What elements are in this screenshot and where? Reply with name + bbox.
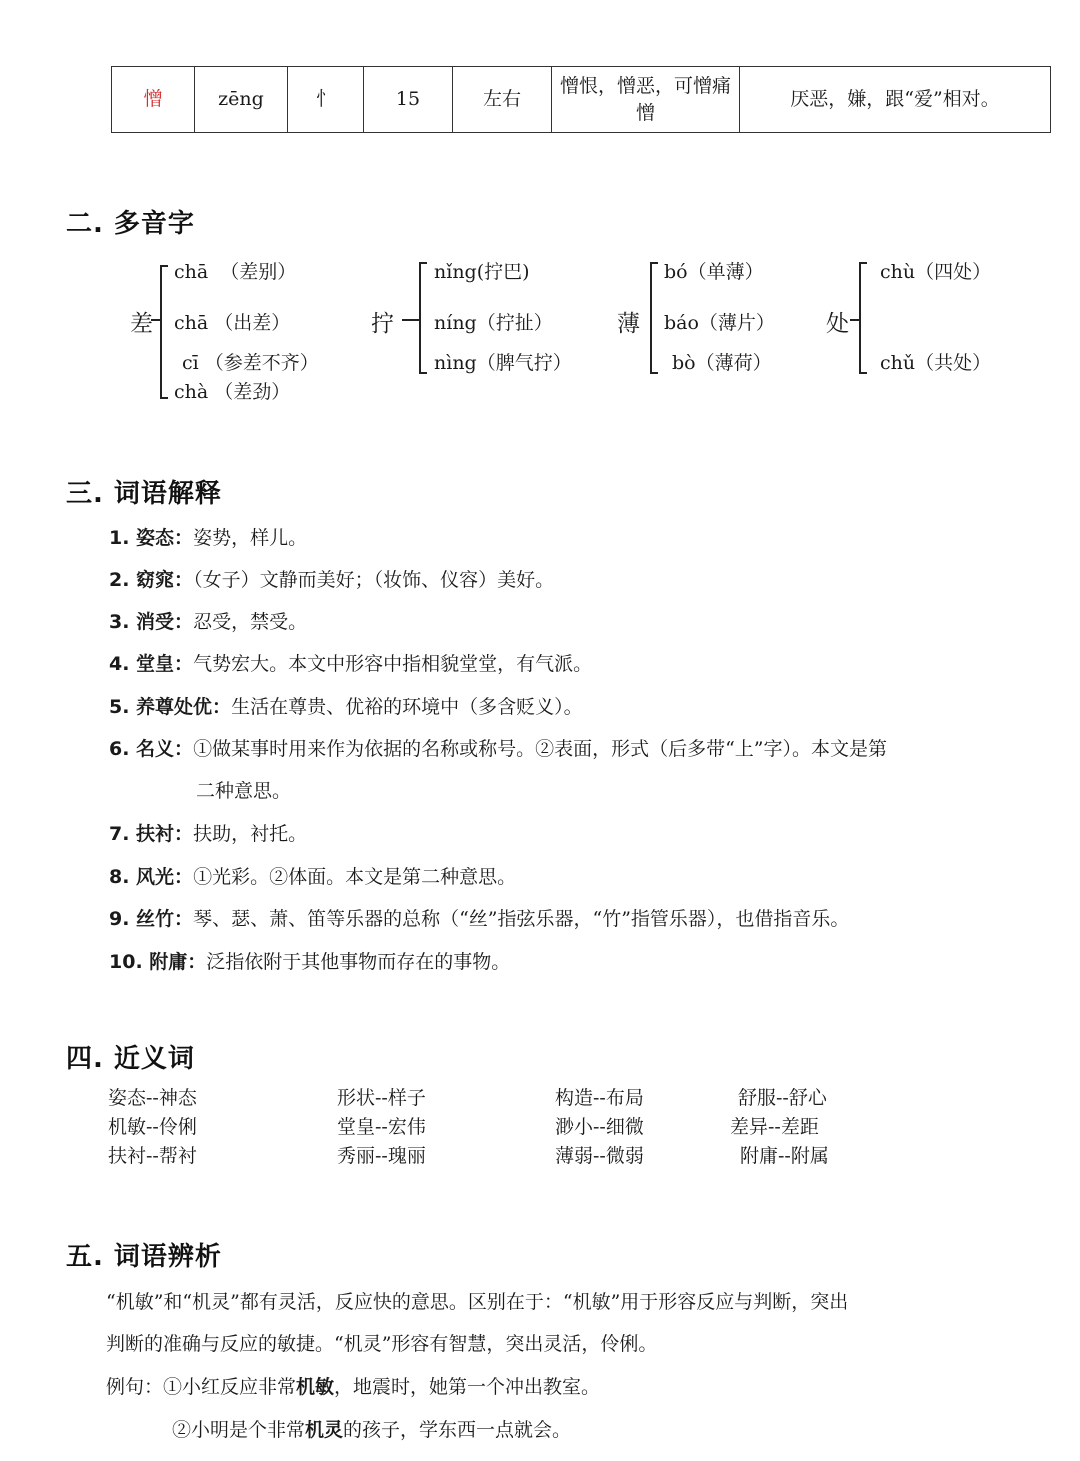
definition-term: 7. 扶衬： bbox=[109, 823, 194, 845]
definition-item bbox=[109, 601, 1029, 643]
pinyin-cell: zēng bbox=[195, 67, 288, 133]
char-cell: 憎 bbox=[112, 67, 195, 133]
synonym-pair: 堂皇--宏伟 bbox=[337, 1116, 426, 1138]
synonym-pair: 薄弱--微弱 bbox=[555, 1145, 644, 1167]
definition-term: 2. 窈窕： bbox=[109, 569, 194, 591]
synonym-pair: 扶衬--帮衬 bbox=[108, 1145, 197, 1167]
definition-continuation: 二种意思。 bbox=[196, 780, 292, 802]
synonym-pair: 秀丽--瑰丽 bbox=[337, 1145, 426, 1167]
synonym-pair: 渺小--细微 bbox=[555, 1116, 644, 1138]
radical-cell: 忄 bbox=[288, 67, 364, 133]
definition-text: 泛指依附于其他事物而存在的事物。 bbox=[206, 951, 511, 973]
definition-text: 扶助，衬托。 bbox=[193, 823, 308, 845]
definition-text: ①光彩。②体面。本文是第二种意思。 bbox=[193, 866, 517, 888]
definition-item bbox=[109, 728, 1029, 770]
reading: nìng（脾气拧） bbox=[434, 352, 572, 374]
definition-term: 1. 姿态： bbox=[109, 527, 194, 549]
polyphonic-char: 薄 bbox=[617, 311, 640, 337]
structure-cell: 左右 bbox=[453, 67, 552, 133]
brace bbox=[160, 265, 168, 399]
brace bbox=[859, 262, 867, 374]
example-text: 例句：①小红反应非常 bbox=[106, 1376, 297, 1398]
section-title-analysis: 五. 词语辨析 bbox=[66, 1242, 222, 1272]
brace-tick bbox=[402, 319, 419, 321]
character-table bbox=[111, 66, 1051, 133]
definition-term: 4. 堂皇： bbox=[109, 653, 194, 675]
polyphonic-char: 差 bbox=[130, 311, 153, 337]
definition-term: 8. 风光： bbox=[109, 866, 194, 888]
table-row bbox=[112, 67, 1051, 133]
reading: cī （参差不齐） bbox=[182, 352, 319, 374]
reading: bó（单薄） bbox=[664, 261, 764, 283]
definition-item bbox=[109, 941, 1029, 983]
synonym-pair: 机敏--伶俐 bbox=[108, 1116, 197, 1138]
synonym-pair: 形状--样子 bbox=[337, 1087, 426, 1109]
definition-text: 忍受，禁受。 bbox=[193, 611, 308, 633]
definition-text: （女子）文静而美好；（妆饰、仪容）美好。 bbox=[193, 569, 555, 591]
definition-text: 气势宏大。本文中形容中指相貌堂堂，有气派。 bbox=[193, 653, 593, 675]
synonym-pair: 构造--布局 bbox=[555, 1087, 644, 1109]
definition-term: 5. 养尊处优： bbox=[109, 696, 232, 718]
example-text: 的孩子，学东西一点就会。 bbox=[343, 1419, 572, 1441]
brace bbox=[419, 262, 427, 374]
reading: bò（薄荷） bbox=[672, 352, 772, 374]
reading: níng（拧扯） bbox=[434, 312, 553, 334]
definition-term: 3. 消受： bbox=[109, 611, 194, 633]
reading: chà （差劲） bbox=[174, 381, 291, 403]
polyphonic-char: 拧 bbox=[371, 311, 394, 337]
definition-text: ①做某事时用来作为依据的名称或称号。②表面，形式（后多带“上”字）。本文是第 bbox=[193, 738, 887, 760]
example-keyword: 机敏 bbox=[296, 1376, 335, 1398]
definition-term: 6. 名义： bbox=[109, 738, 194, 760]
words-cell: 憎恨，憎恶，可憎痛憎 bbox=[552, 67, 740, 133]
brace bbox=[650, 262, 658, 374]
synonym-pair: 姿态--神态 bbox=[108, 1087, 197, 1109]
section-title-polyphonic: 二. 多音字 bbox=[66, 209, 195, 239]
meaning-cell: 厌恶，嫌，跟“爱”相对。 bbox=[740, 67, 1051, 133]
reading: báo（薄片） bbox=[664, 312, 775, 334]
section-title-synonyms: 四. 近义词 bbox=[66, 1044, 195, 1074]
synonym-pair: 舒服--舒心 bbox=[738, 1087, 827, 1109]
definition-item bbox=[109, 643, 1029, 685]
analysis-paragraph: “机敏”和“机灵”都有灵活，反应快的意思。区别在于：“机敏”用于形容反应与判断，突出 bbox=[106, 1291, 849, 1313]
analysis-paragraph: 判断的准确与反应的敏捷。“机灵”形容有智慧，突出灵活，伶俐。 bbox=[106, 1333, 658, 1355]
synonym-pair: 附庸--附属 bbox=[740, 1145, 829, 1167]
definition-text: 生活在尊贵、优裕的环境中（多含贬义）。 bbox=[231, 696, 583, 718]
definition-item bbox=[109, 517, 1029, 559]
definition-term: 10. 附庸： bbox=[109, 951, 207, 973]
definition-item bbox=[109, 559, 1029, 601]
example-text: ②小明是个非常 bbox=[172, 1419, 306, 1441]
example-text: ，地震时，她第一个冲出教室。 bbox=[334, 1376, 601, 1398]
brace-tick bbox=[850, 319, 859, 321]
reading: chǔ（共处） bbox=[880, 352, 992, 374]
section-title-definitions: 三. 词语解释 bbox=[66, 479, 222, 509]
example-sentence bbox=[172, 1409, 1032, 1451]
example-sentence bbox=[106, 1366, 1026, 1408]
definition-term: 9. 丝竹： bbox=[109, 908, 194, 930]
definition-item bbox=[109, 813, 1029, 855]
reading: chù（四处） bbox=[880, 261, 992, 283]
strokes-cell: 15 bbox=[364, 67, 453, 133]
definition-item bbox=[109, 898, 1029, 940]
definition-item bbox=[109, 856, 1029, 898]
reading: chā （出差） bbox=[174, 312, 291, 334]
reading: chā （差别） bbox=[174, 261, 297, 283]
definition-item bbox=[109, 686, 1029, 728]
definition-text: 姿势，样儿。 bbox=[193, 527, 308, 549]
example-keyword: 机灵 bbox=[305, 1419, 344, 1441]
reading: nǐng(拧巴) bbox=[434, 261, 530, 283]
polyphonic-char: 处 bbox=[826, 311, 849, 337]
synonym-pair: 差异--差距 bbox=[730, 1116, 819, 1138]
brace-tick bbox=[151, 319, 160, 321]
definition-text: 琴、瑟、萧、笛等乐器的总称（“丝”指弦乐器，“竹”指管乐器），也借指音乐。 bbox=[193, 908, 850, 930]
